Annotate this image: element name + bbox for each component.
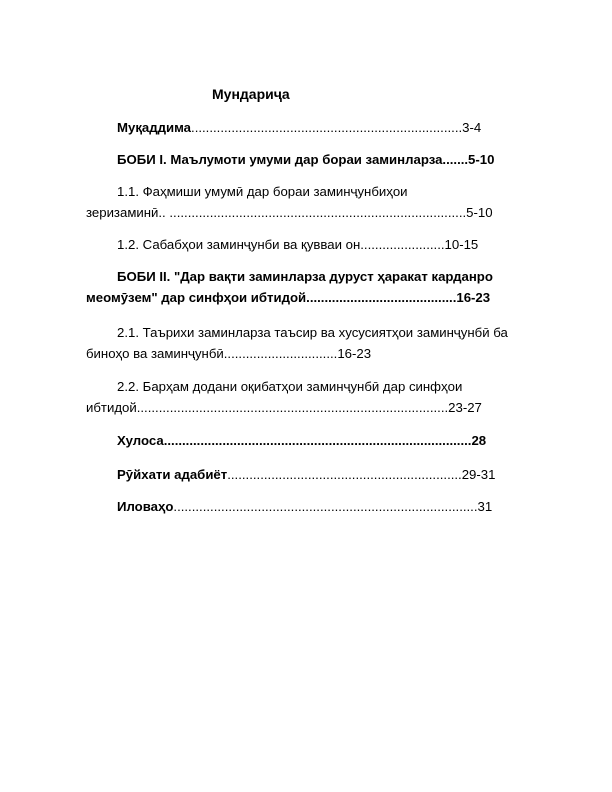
toc-line: [86, 496, 532, 517]
toc-entry-section-1-2: [86, 234, 532, 255]
toc-line: Хулоса....................................................................................28: [117, 433, 487, 448]
toc-line: 2.2. Барҳам додани оқибатҳои заминҷунбӣ дар синфҳои: [117, 379, 463, 394]
toc-line: БОБИ I. Маълумоти умуми дар бораи заминларза.......5-10: [117, 152, 495, 167]
toc-line: БОБИ II. "Дар вақти заминларза дуруст ҳаракат карданро: [117, 269, 493, 284]
toc-entry-section-2-1: [86, 322, 532, 364]
toc-entry-conclusion: [86, 430, 532, 451]
toc-line: биноҳо ва заминҷунбӣ...............................16-23: [86, 346, 372, 361]
toc-entry-appendix: [86, 496, 532, 517]
toc-leader-page: ..........................................................................3-4: [191, 120, 482, 135]
toc-entry-bibliography: [86, 464, 532, 485]
toc-line: 1.1. Фаҳмиши умумӣ дар бораи заминҷунбиҳои: [117, 184, 408, 199]
toc-entry-title: Рӯйхати адабиёт: [117, 467, 228, 482]
toc-entry-chapter-2: [86, 266, 532, 308]
toc-line: меомӯзем" дар синфҳои ибтидой.........................................16-23: [86, 290, 491, 305]
toc-line: [86, 117, 532, 138]
toc-line: ибтидой.....................................................................................23-27: [86, 400, 482, 415]
toc-entry-title: Иловаҳо: [117, 499, 174, 514]
toc-line: зеризаминӣ.. .................................................................................5-10: [86, 205, 493, 220]
toc-title: Мундариҷа: [212, 86, 290, 102]
toc-entry-title: Муқаддима: [117, 120, 192, 135]
toc-line: 1.2. Сабабҳои заминҷунби ва қувваи он.......................10-15: [117, 237, 479, 252]
toc-line: 2.1. Таърихи заминларза таъсир ва хусусиятҳои заминҷунбӣ ба: [117, 325, 508, 340]
toc-entry-section-1-1: [86, 181, 532, 223]
toc-line: [86, 464, 532, 485]
toc-entry-introduction: [86, 117, 532, 138]
toc-entry-section-2-2: [86, 376, 532, 418]
toc-leader-page: ...................................................................................31: [173, 499, 493, 514]
toc-leader-page: ................................................................29-31: [227, 467, 496, 482]
toc-entry-chapter-1: [86, 149, 532, 170]
